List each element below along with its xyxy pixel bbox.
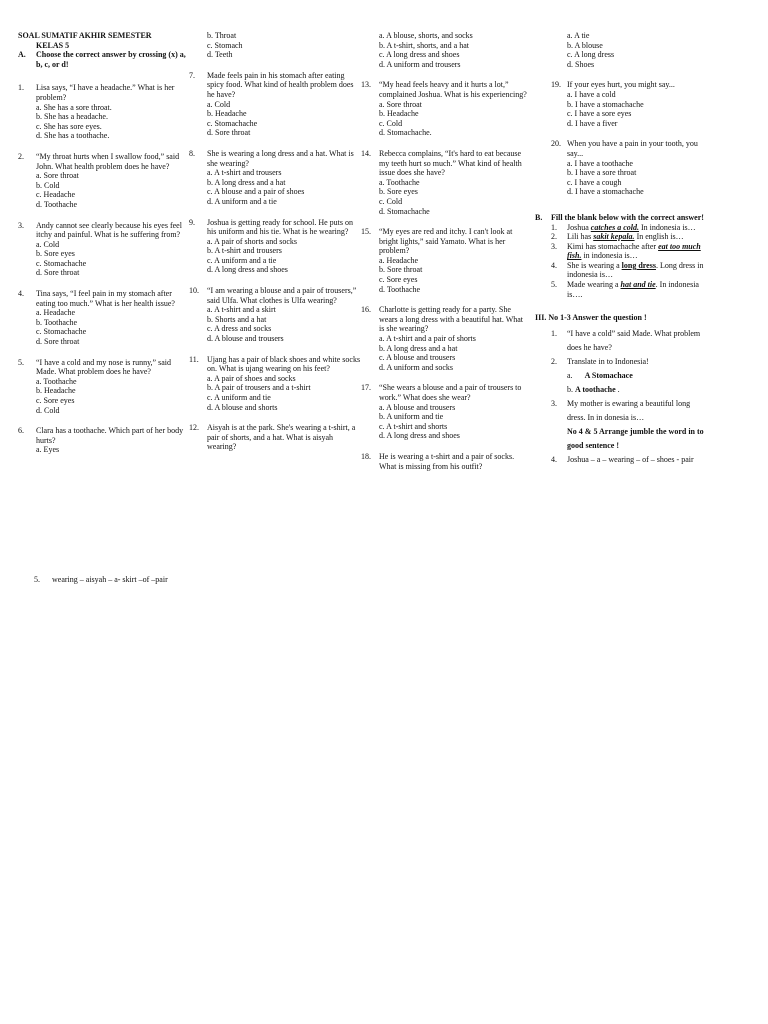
option-b[interactable]: b. Shorts and a hat xyxy=(207,314,267,324)
option-a[interactable]: a. A blouse, shorts, and socks xyxy=(379,31,473,40)
option-b[interactable]: b. A pair of trousers and a t-shirt xyxy=(207,383,311,393)
question-text: Rebecca complains, “It's hard to eat because my teeth hurt so much.” What kind of health issue does she have? xyxy=(379,148,522,178)
option-c[interactable]: c. I have a cough xyxy=(567,177,622,187)
fill-blank-item-5: 5. Made wearing a hat and tie. In indonesia is…. xyxy=(551,280,699,299)
question-text: “I am wearing a blouse and a pair of trousers,” said Ulfa. What clothes is Ulfa wearing? xyxy=(207,286,357,305)
option-c[interactable]: c. Sore eyes xyxy=(379,275,418,285)
question-12-continued xyxy=(379,31,529,69)
question-18: 18. He is wearing a t-shirt and a pair of socks. What is missing from his outfit? xyxy=(361,451,515,471)
question-6-continued xyxy=(207,31,362,60)
section-a-label: A. xyxy=(18,50,26,60)
option-d[interactable]: d. Sore throat xyxy=(36,337,80,347)
question-20: 20. When you have a pain in your tooth, you say... a. I have a toothache b. I have a sore throat c. I have a cough d. I have a stomachache xyxy=(535,139,705,197)
question-12: 12. Aisyah is at the park. She's wearing a t-shirt, a pair of shorts, and a hat. What is aisyah wearing? xyxy=(189,423,356,452)
question-8: 8. She is wearing a long dress and a hat. What is she wearing? a. A t-shirt and trousers b. A long dress and a hat c. A blouse and a pair of shoes d. A uniform and a tie xyxy=(189,149,362,207)
option-c[interactable]: c. Stomachache xyxy=(36,327,87,337)
key-phrase: catches a cold. xyxy=(590,222,639,232)
option-c[interactable]: c. I have a sore eyes xyxy=(567,109,632,119)
fill-blank-item-1: 1. Joshua catches a cold. In indonesia is… xyxy=(551,222,696,232)
option-b[interactable]: b. Cold xyxy=(36,180,60,190)
option-a[interactable]: a. A blouse and trousers xyxy=(379,402,456,412)
question-text: Joshua is getting ready for school. He puts on his uniform and his tie. What is he wearing? xyxy=(207,217,353,237)
question-13: 13. “My head feels heavy and it hurts a lot,” complained Joshua. What is his experiencing? a. Sore throat b. Headache c. Cold d. Stomachache. xyxy=(361,80,529,138)
question-5: 5. “I have a cold and my nose is runny,” said Made. What problem does he have? a. Toothache b. Headache c. Sore eyes d. Cold xyxy=(18,358,193,416)
essay-question-2a: a. A Stomachace xyxy=(567,370,633,380)
question-text: If your eyes hurt, you might say... xyxy=(567,80,675,90)
question-text: Tina says, “I feel pain in my stomach after eating too much.” What is her health issue? xyxy=(36,289,175,308)
essay-question-4: 4. Joshua – a – wearing – of – shoes - pair xyxy=(551,454,694,464)
option-b[interactable]: b. A long dress and a hat xyxy=(379,343,458,353)
question-18-continued xyxy=(535,31,705,69)
question-1: 1. Lisa says, “I have a headache.” What is her problem? a. She has a sore throat. b. She has a headache. c. She has sore eyes. d. She has a toothache. xyxy=(18,83,193,141)
option-c[interactable]: c. A long dress and shoes xyxy=(379,50,460,60)
option-d[interactable]: d. A blouse and shorts xyxy=(207,402,278,412)
option-b[interactable]: b. A uniform and tie xyxy=(379,412,444,422)
option-c[interactable]: c. Sore eyes xyxy=(36,396,75,405)
option-d[interactable]: d. Sore throat xyxy=(207,128,251,138)
option-c[interactable]: c. A blouse and trousers xyxy=(379,353,456,363)
option-d[interactable]: d. Toothache xyxy=(36,199,78,209)
option-d[interactable]: d. Shoes xyxy=(567,59,595,69)
key-phrase: hat and tie xyxy=(620,280,656,290)
question-text: She is wearing a long dress and a hat. What is she wearing? xyxy=(207,148,354,168)
column-3 xyxy=(361,31,529,471)
option-c[interactable]: c. A blouse and a pair of shoes xyxy=(207,187,305,197)
question-9: 9. Joshua is getting ready for school. He puts on his uniform and his tie. What is he wearing? a. A pair of shorts and socks b. A t-shirt and trousers c. A uniform and a tie d. A long dress and shoes xyxy=(189,218,362,276)
question-text: Aisyah is at the park. She's wearing a t-shirt, a pair of shorts, and a hat. What is aisyah wearing? xyxy=(207,423,356,452)
question-7: 7. Made feels pain in his stomach after eating spicy food. What kind of health problem does he have? a. Cold b. Headache c. Stomachache d. Sore throat xyxy=(189,71,362,138)
option-a[interactable]: a. A t-shirt and trousers xyxy=(207,168,282,178)
option-a[interactable]: a. She has a sore throat. xyxy=(36,102,112,112)
essay-question-3: 3. My mother is ewaring a beautiful long dress. In in donesia is… xyxy=(551,398,691,422)
option-c[interactable]: c. A uniform and tie xyxy=(207,393,271,402)
option-a[interactable]: a. A t-shirt and a skirt xyxy=(207,305,276,315)
question-text: Made feels pain in his stomach after eating spicy food. What kind of health problem does he have? xyxy=(207,70,354,99)
exam-title: SOAL SUMATIF AKHIR SEMESTER xyxy=(18,31,152,40)
question-text: “I have a cold and my nose is runny,” said Made. What problem does he have? xyxy=(36,357,171,377)
option-b[interactable]: b. Sore throat xyxy=(379,265,423,275)
question-text: Ujang has a pair of black shoes and white socks on. What is ujang wearing on his feet? xyxy=(207,354,361,374)
question-14: 14. Rebecca complains, “It's hard to eat because my teeth hurt so much.” What kind of health issue does she have? a. Toothache b. Sore eyes c. Cold d. Stomachache xyxy=(361,149,529,216)
option-d[interactable]: d. Sore throat xyxy=(36,268,80,278)
option-a[interactable]: a. I have a toothache xyxy=(567,158,633,168)
option-a[interactable]: a. Sore throat xyxy=(36,171,79,181)
essay-question-2b: b. A toothache . xyxy=(567,384,620,394)
key-phrase: eat too much fish. xyxy=(567,241,701,261)
option-b[interactable]: b. Toothache xyxy=(36,317,78,327)
option-b[interactable]: b. Headache xyxy=(207,109,247,119)
option-d[interactable]: d. A uniform and socks xyxy=(379,362,453,372)
key-phrase: sakit kepala. xyxy=(593,232,635,242)
option-c[interactable]: c. Cold xyxy=(379,196,403,206)
option-a[interactable]: a. A pair of shoes and socks xyxy=(207,373,296,383)
option-a[interactable]: a. A tie xyxy=(567,31,590,40)
option-d[interactable]: d. A long dress and shoes xyxy=(379,431,460,441)
question-text: “She wears a blouse and a pair of trousers to work.” What does she wear? xyxy=(379,383,522,402)
option-c[interactable]: c. Cold xyxy=(379,118,403,128)
question-15: 15. “My eyes are red and itchy. I can't look at bright lights,” said Yamato. What is her problem? a. Headache b. Sore throat c. Sore eyes d. Toothache xyxy=(361,227,529,294)
question-3: 3. Andy cannot see clearly because his eyes feel itchy and painful. What is he suffering from? a. Cold b. Sore eyes c. Stomachache d. Sore throat xyxy=(18,221,193,279)
option-c[interactable]: c. She has sore eyes. xyxy=(36,121,102,131)
column-2 xyxy=(189,31,362,452)
question-11: 11. Ujang has a pair of black shoes and white socks on. What is ujang wearing on his feet? a. A pair of shoes and socks b. A pair of trousers and a t-shirt c. A uniform and tie d. A blouse and shorts xyxy=(189,354,361,412)
question-text: “My eyes are red and itchy. I can't look at bright lights,” said Yamato. What is her problem? xyxy=(379,227,513,256)
essay-question-1: 1. “I have a cold” said Made. What problem does he have? xyxy=(551,328,701,352)
option-a[interactable]: a. I have a cold xyxy=(567,89,616,99)
essay-question-5: 5. wearing – aisyah – a- skirt –of –pair xyxy=(34,575,168,584)
jumble-instruction: No 4 & 5 Arrange jumble the word in to good sentence ! xyxy=(567,426,704,450)
option-d[interactable]: d. Stomachache xyxy=(379,206,430,216)
question-6: 6. Clara has a toothache. Which part of her body hurts? a. Eyes xyxy=(18,426,193,455)
option-b[interactable]: b. Headache xyxy=(36,386,76,396)
option-d[interactable]: d. A uniform and a tie xyxy=(207,196,277,206)
option-a[interactable]: a. Toothache xyxy=(379,177,420,187)
question-text: “My head feels heavy and it hurts a lot,” complained Joshua. What is his experiencing? xyxy=(379,80,527,99)
question-text: “My throat hurts when I swallow food,” said John. What health problem does he have? xyxy=(36,151,180,171)
question-text: He is wearing a t-shirt and a pair of socks. What is missing from his outfit? xyxy=(379,451,515,471)
fill-blank-item-4: 4. She is wearing a long dress. Long dress in indonesia is… xyxy=(551,260,704,280)
column-1 xyxy=(18,31,193,455)
option-a[interactable]: a. A pair of shorts and socks xyxy=(207,236,297,246)
question-text: When you have a pain in your tooth, you say... xyxy=(567,139,698,158)
option-a[interactable]: a. Eyes xyxy=(36,445,60,455)
option-c[interactable]: c. A dress and socks xyxy=(207,324,272,334)
section-b-instruction: B. Fill the blank below with the correct answer! xyxy=(535,212,704,222)
section-b-label: B. xyxy=(535,212,543,222)
option-d[interactable]: d. Stomachache. xyxy=(379,128,432,138)
option-c[interactable]: c. A long dress xyxy=(567,50,615,60)
section-c-instruction: III. No 1-3 Answer the question ! xyxy=(535,313,647,323)
option-a[interactable]: a. Toothache xyxy=(36,376,77,386)
option-c[interactable]: c. A uniform and a tie xyxy=(207,255,277,265)
option-b[interactable]: b. A t-shirt, shorts, and a hat xyxy=(379,40,469,50)
option-a[interactable]: a. Cold xyxy=(36,239,60,249)
essay-question-2: 2. Translate in to Indonesia! xyxy=(551,356,649,366)
question-text: Lisa says, “I have a headache.” What is her problem? xyxy=(36,83,175,102)
question-10: 10. “I am wearing a blouse and a pair of trousers,” said Ulfa. What clothes is Ulfa wearing? a. A t-shirt and a skirt b. Shorts and a hat c. A dress and socks d. A blouse and trousers xyxy=(189,286,362,344)
option-b[interactable]: b. She has a headache. xyxy=(36,112,108,122)
section-c-label: III. xyxy=(535,313,547,323)
option-a[interactable]: a. Headache xyxy=(379,255,419,265)
option-b[interactable]: b. A long dress and a hat xyxy=(207,177,286,187)
column-4 xyxy=(535,31,705,467)
option-c[interactable]: c. Stomachache xyxy=(207,118,258,128)
option-c[interactable]: c. Headache xyxy=(36,190,76,200)
option-d[interactable]: d. Cold xyxy=(36,405,60,415)
option-d[interactable]: d. A uniform and trousers xyxy=(379,59,461,69)
option-b[interactable]: b. I have a sore throat xyxy=(567,168,637,178)
section-a-instruction: A. Choose the correct answer by crossing (x) a, b, c, or d! xyxy=(18,50,186,69)
question-4: 4. Tina says, “I feel pain in my stomach after eating too much.” What is her health issue? a. Headache b. Toothache c. Stomachache d. Sore throat xyxy=(18,289,193,347)
option-c[interactable]: c. Stomach xyxy=(207,40,243,50)
option-b[interactable]: b. A blouse xyxy=(567,40,603,50)
option-d[interactable]: d. She has a toothache. xyxy=(36,131,110,141)
option-b[interactable]: b. Sore eyes xyxy=(379,187,418,197)
option-b[interactable]: b. I have a stomachache xyxy=(567,99,644,109)
option-a[interactable]: a. A t-shirt and a pair of shorts xyxy=(379,334,476,344)
option-d[interactable]: d. A blouse and trousers xyxy=(207,334,284,344)
option-a[interactable]: a. Sore throat xyxy=(379,99,422,109)
option-d[interactable]: d. Toothache xyxy=(379,284,421,294)
key-phrase: long dress xyxy=(621,260,656,270)
option-d[interactable]: d. I have a fiver xyxy=(567,118,618,128)
option-d[interactable]: d. A long dress and shoes xyxy=(207,265,288,275)
option-b[interactable]: b. Headache xyxy=(379,109,419,119)
option-b[interactable]: b. Sore eyes xyxy=(36,249,75,259)
option-a[interactable]: a. Headache xyxy=(36,308,76,318)
option-b[interactable]: b. A t-shirt and trousers xyxy=(207,246,282,256)
option-b[interactable]: b. Throat xyxy=(207,31,237,40)
option-c[interactable]: c. A t-shirt and shorts xyxy=(379,421,448,431)
question-2: 2. “My throat hurts when I swallow food,” said John. What health problem does he have? a. Sore throat b. Cold c. Headache d. Toothache xyxy=(18,152,193,210)
question-text: Charlotte is getting ready for a party. She wears a long dress with a beautiful hat. What is she wearing? xyxy=(379,305,524,334)
option-c[interactable]: c. Stomachache xyxy=(36,258,87,268)
fill-blank-item-3: 3. Kimi has stomachache after eat too much fish. in indonesia is… xyxy=(551,241,701,261)
option-d[interactable]: d. Teeth xyxy=(207,50,233,60)
option-d[interactable]: d. I have a stomachache xyxy=(567,187,644,197)
question-text: Andy cannot see clearly because his eyes feel itchy and painful. What is he suffering from? xyxy=(36,220,182,240)
question-16: 16. Charlotte is getting ready for a party. She wears a long dress with a beautiful hat. What is she wearing? a. A t-shirt and a pair of shorts b. A long dress and a hat c. A blouse and trousers d. A uniform and socks xyxy=(361,305,529,372)
question-19: 19. If your eyes hurt, you might say... a. I have a cold b. I have a stomachache c. I have a sore eyes d. I have a fiver xyxy=(535,80,705,128)
question-17: 17. “She wears a blouse and a pair of trousers to work.” What does she wear? a. A blouse and trousers b. A uniform and tie c. A t-shirt and shorts d. A long dress and shoes xyxy=(361,383,529,441)
fill-blank-item-2: 2. Lili has sakit kepala. In english is… xyxy=(551,232,684,242)
class-label: KELAS 5 xyxy=(36,40,70,50)
question-text: Clara has a toothache. Which part of her body hurts? xyxy=(36,426,184,445)
option-a[interactable]: a. Cold xyxy=(207,99,231,109)
